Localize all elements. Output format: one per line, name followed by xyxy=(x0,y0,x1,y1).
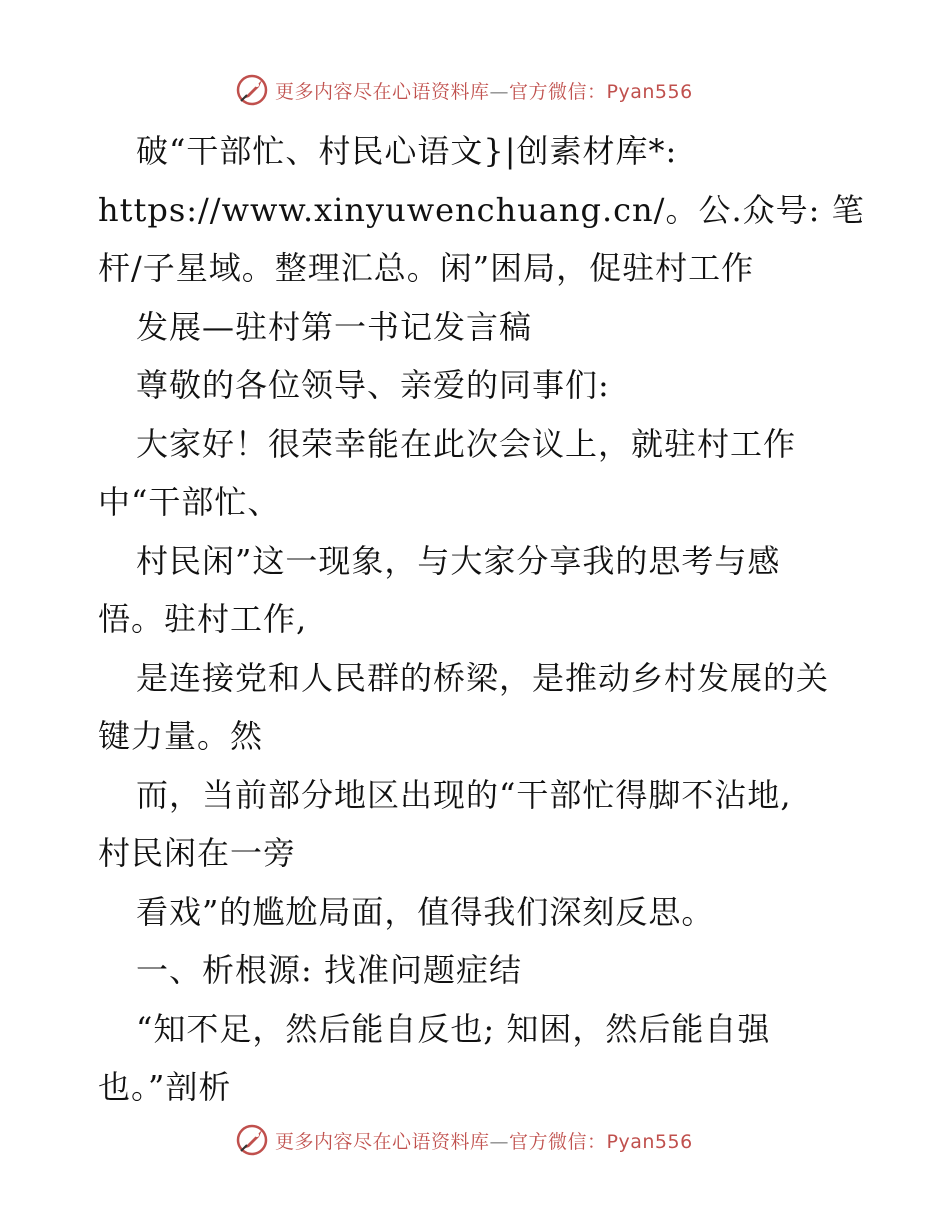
watermark-brand: 更多内容尽在心语资料库 xyxy=(275,80,490,103)
feather-pen-logo-icon xyxy=(235,73,269,107)
section-heading: 一、析根源: 找准问题症结 xyxy=(136,951,522,989)
body-line: 杆/子星域。整理汇总。闲”困局，促驻村工作 xyxy=(98,249,755,287)
watermark-text xyxy=(275,77,693,104)
watermark-wechat-id: Pyan556 xyxy=(606,1130,693,1153)
body-line: 而，当前部分地区出现的“干部忙得脚不沾地, xyxy=(136,775,792,814)
header-watermark xyxy=(235,70,755,110)
body-line: https://www.xinyuwenchuang.cn/。公.众号: 笔 xyxy=(98,190,865,229)
body-line: “知不足，然后能自反也; 知困，然后能自强 xyxy=(136,1009,771,1048)
watermark-wechat-id: Pyan556 xyxy=(606,80,693,103)
footer-watermark xyxy=(235,1120,755,1160)
body-line: 破“干部忙、村民心语文}|创素材库*: xyxy=(136,132,678,170)
watermark-dash: — xyxy=(489,1130,510,1153)
watermark-dash: — xyxy=(489,80,510,103)
document-body xyxy=(98,122,865,1117)
body-line: 是连接党和人民群的桥梁，是推动乡村发展的关 xyxy=(136,658,830,697)
body-line: 尊敬的各位领导、亲爱的同事们: xyxy=(136,366,610,404)
body-line: 大家好！很荣幸能在此次会议上，就驻村工作 xyxy=(136,424,797,463)
body-line: 村民闲在一旁 xyxy=(98,834,297,872)
body-line: 村民闲”这一现象，与大家分享我的思考与感 xyxy=(136,541,781,580)
body-line: 发展—驻村第一书记发言稿 xyxy=(136,307,533,346)
body-line: 键力量。然 xyxy=(98,717,264,755)
watermark-wechat-label: 官方微信： xyxy=(509,1130,607,1153)
body-line: 中“干部忙、 xyxy=(98,483,281,521)
watermark-text xyxy=(275,1127,693,1154)
feather-pen-logo-icon xyxy=(235,1123,269,1157)
watermark-wechat-label: 官方微信： xyxy=(509,80,607,103)
body-line: 悟。驻村工作, xyxy=(98,600,308,638)
body-line: 看戏”的尴尬局面，值得我们深刻反思。 xyxy=(136,892,715,931)
watermark-brand: 更多内容尽在心语资料库 xyxy=(275,1130,490,1153)
body-line: 也。”剖析 xyxy=(98,1068,232,1106)
